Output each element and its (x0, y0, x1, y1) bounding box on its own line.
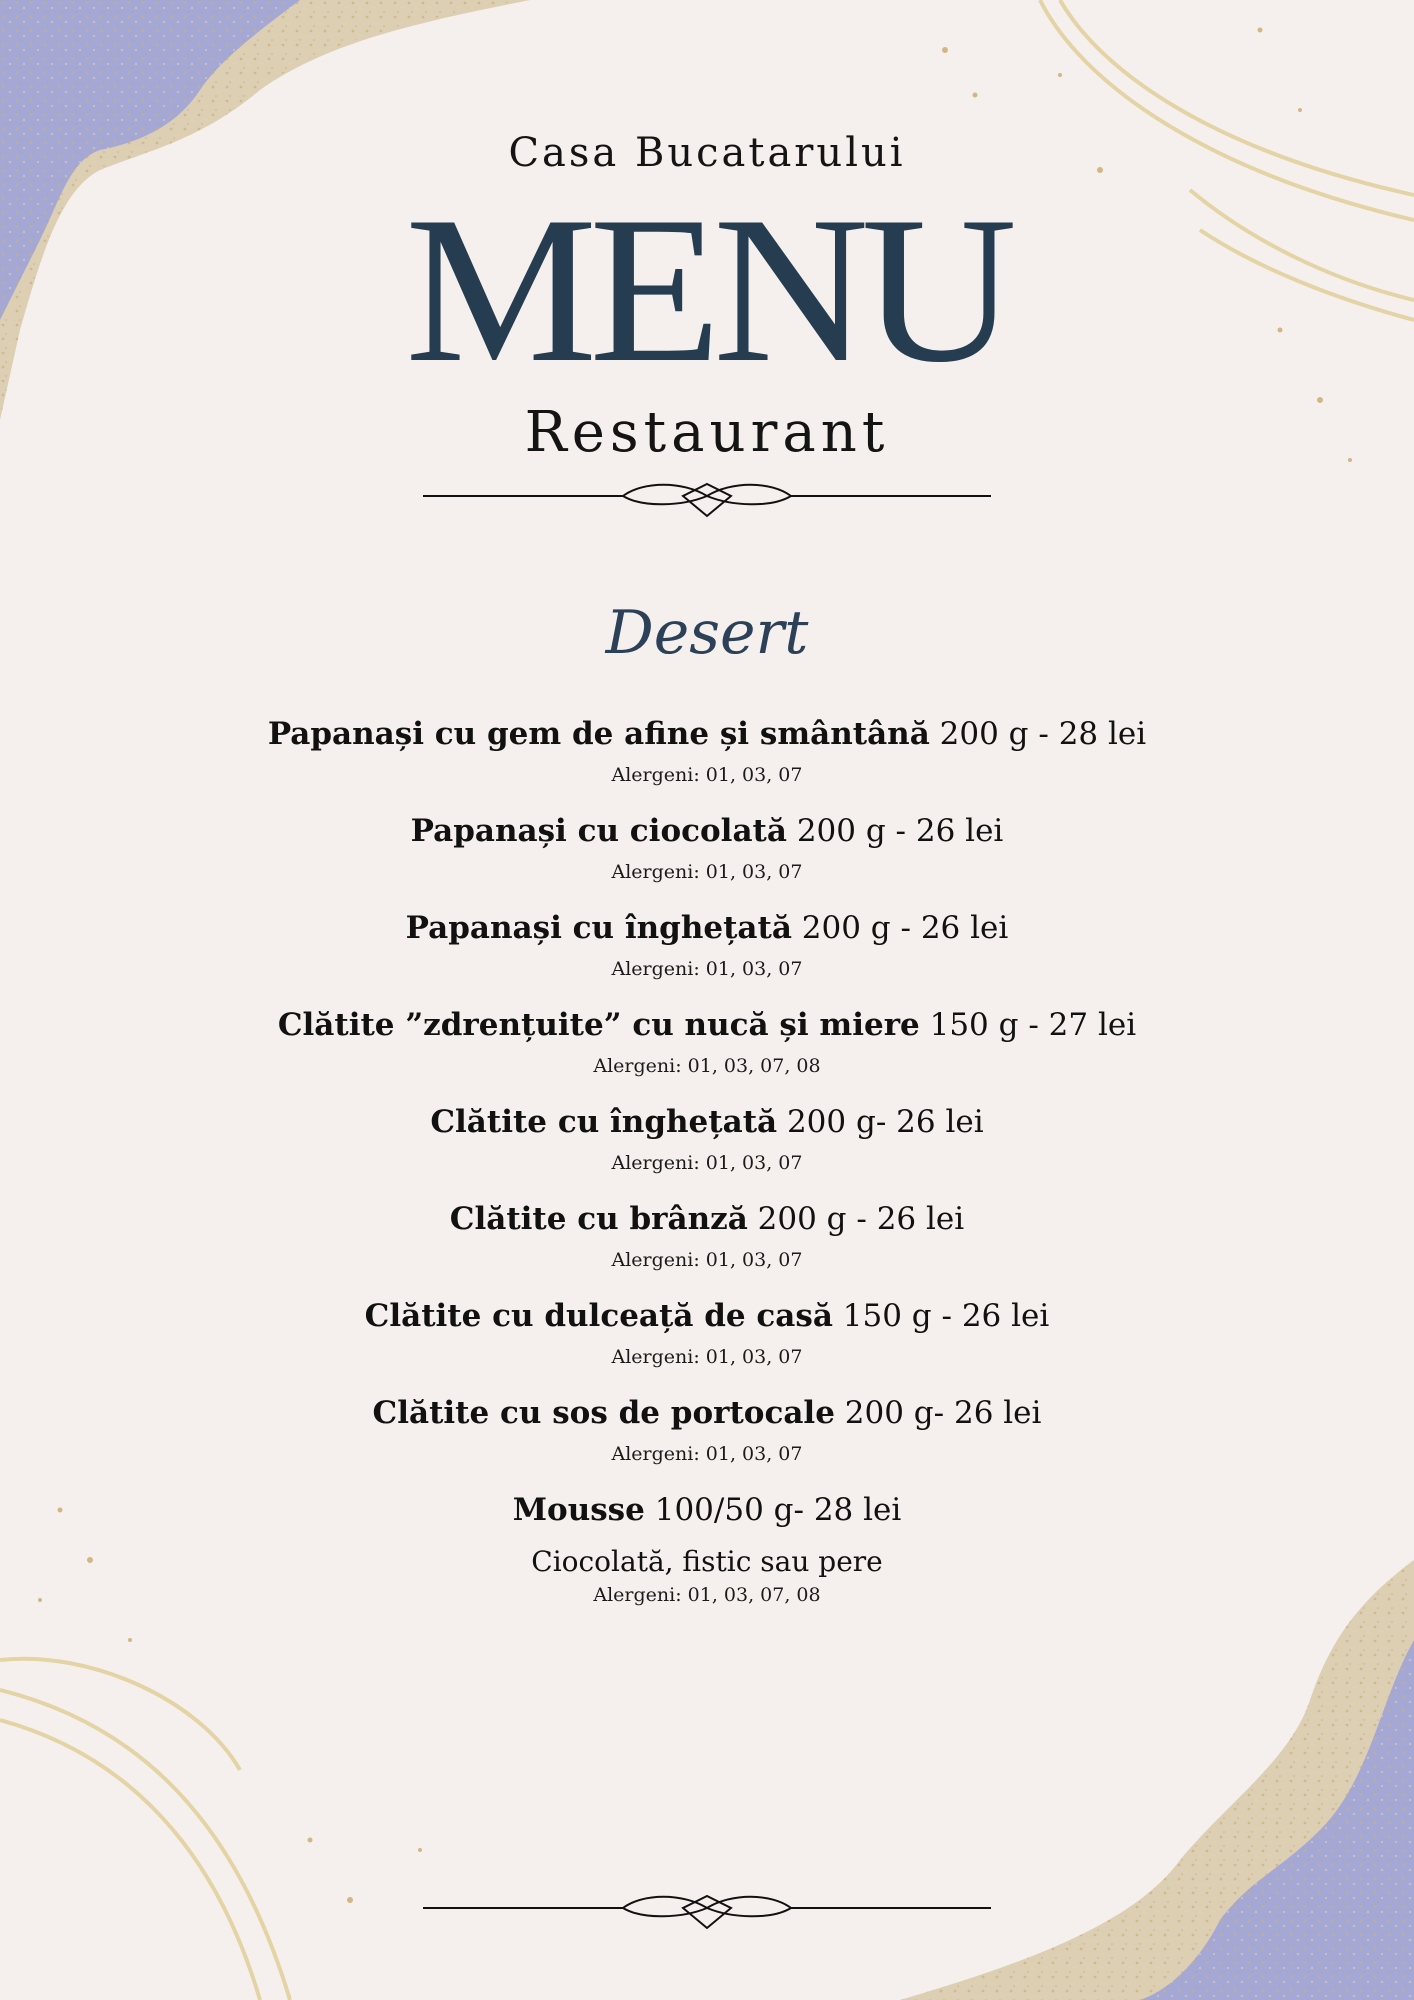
item-portion-price: 200 g - 26 lei (747, 1201, 965, 1237)
menu-item (0, 1292, 1414, 1389)
item-portion-price: 150 g - 26 lei (832, 1298, 1050, 1334)
item-portion-price: 200 g - 26 lei (786, 813, 1004, 849)
item-name: Clătite cu înghețată (430, 1104, 778, 1140)
item-allergens: Alergeni: 01, 03, 07, 08 (593, 1584, 821, 1606)
item-portion-price: 200 g- 26 lei (834, 1395, 1042, 1431)
top-ornament-divider (423, 466, 991, 526)
item-name: Papanași cu ciocolată (410, 813, 787, 849)
item-allergens: Alergeni: 01, 03, 07 (611, 1346, 803, 1368)
item-name: Clătite cu dulceață de casă (364, 1298, 833, 1334)
item-portion-price: 100/50 g- 28 lei (644, 1492, 902, 1528)
item-allergens: Alergeni: 01, 03, 07 (611, 958, 803, 980)
menu-item (0, 807, 1414, 904)
restaurant-subtitle: Restaurant (524, 400, 890, 465)
menu-item-mousse (0, 1486, 1414, 1606)
item-portion-price: 150 g - 27 lei (919, 1007, 1137, 1043)
item-allergens: Alergeni: 01, 03, 07 (611, 1443, 803, 1465)
item-allergens: Alergeni: 01, 03, 07 (611, 764, 803, 786)
item-name: Clătite cu sos de portocale (372, 1395, 835, 1431)
item-portion-price: 200 g - 28 lei (929, 716, 1147, 752)
menu-item (0, 1389, 1414, 1486)
bottom-ornament-divider (423, 1878, 991, 1938)
menu-item (0, 904, 1414, 1001)
menu-item (0, 710, 1414, 807)
item-allergens: Alergeni: 01, 03, 07, 08 (593, 1055, 821, 1077)
item-allergens: Alergeni: 01, 03, 07 (611, 1249, 803, 1271)
restaurant-name: Casa Bucatarului (508, 130, 906, 176)
menu-item (0, 1001, 1414, 1098)
menu-item (0, 1098, 1414, 1195)
section-title-desert: Desert (605, 598, 809, 668)
item-name: Clătite cu brânză (449, 1201, 748, 1237)
item-flavors: Ciocolată, fistic sau pere (531, 1545, 883, 1578)
menu-item (0, 1195, 1414, 1292)
item-allergens: Alergeni: 01, 03, 07 (611, 1152, 803, 1174)
item-portion-price: 200 g - 26 lei (791, 910, 1009, 946)
item-name: Papanași cu înghețată (405, 910, 792, 946)
item-allergens: Alergeni: 01, 03, 07 (611, 861, 803, 883)
item-name: Mousse (512, 1492, 645, 1528)
item-portion-price: 200 g- 26 lei (777, 1104, 984, 1140)
item-name: Clătite ”zdrențuite” cu nucă și miere (277, 1007, 920, 1043)
dessert-list (0, 710, 1414, 1606)
menu-title: MENU (405, 174, 1009, 406)
item-name: Papanași cu gem de afine și smântână (267, 716, 930, 752)
